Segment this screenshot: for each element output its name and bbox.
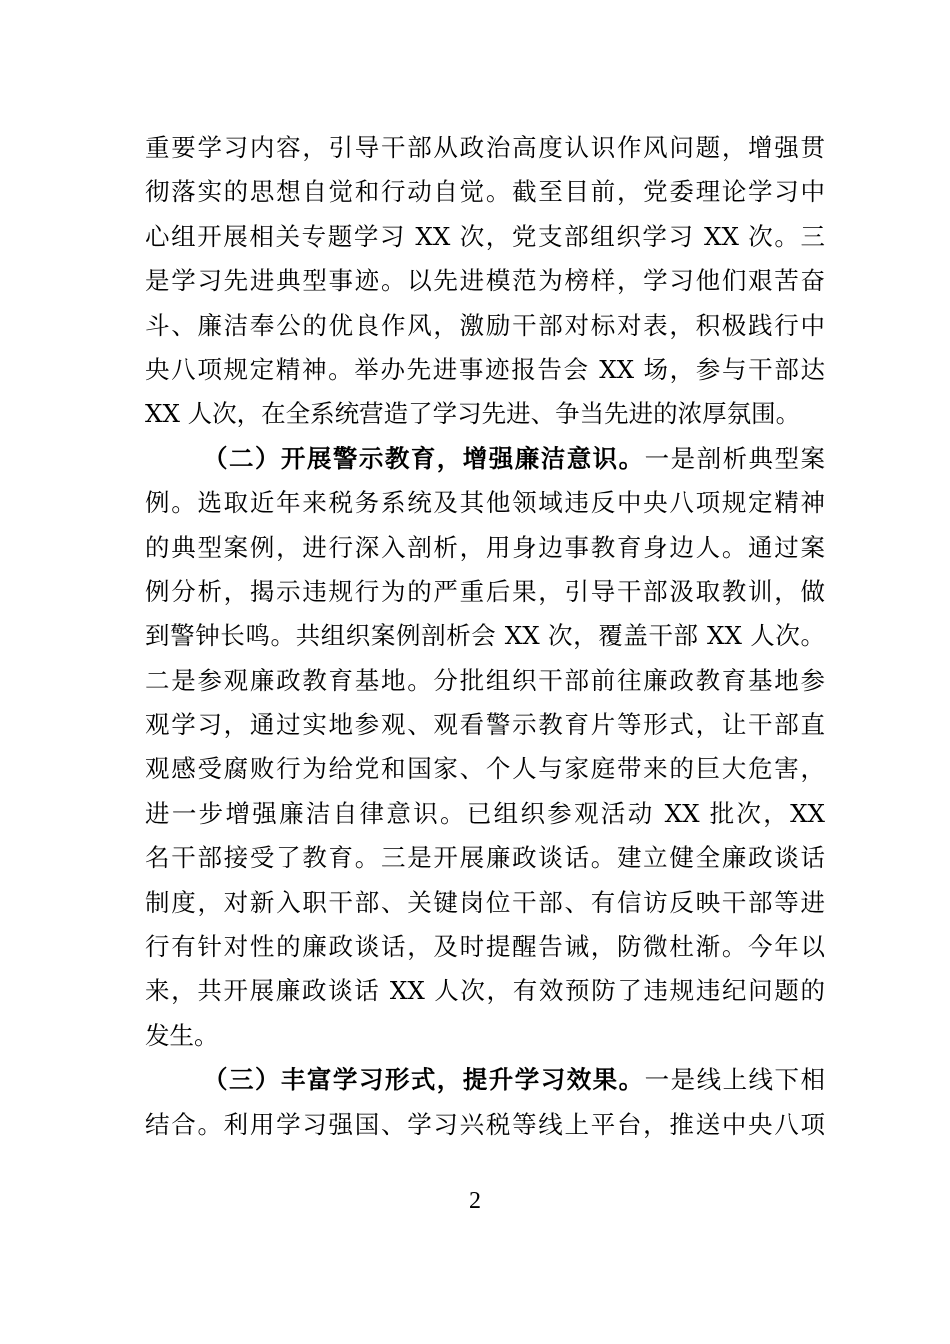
section-heading: （三）丰富学习形式，提升学习效果。 bbox=[203, 1065, 645, 1095]
section-heading: （二）开展警示教育，增强廉洁意识。 bbox=[203, 443, 645, 473]
text-span: 一是剖析典型案 bbox=[644, 443, 826, 473]
text-line: 行有针对性的廉政谈话，及时提醒告诫，防微杜渐。今年以 bbox=[145, 932, 825, 962]
text-line: 例。选取近年来税务系统及其他领域违反中央八项规定精神 bbox=[145, 488, 825, 518]
text-line: 心组开展相关专题学习 XX 次，党支部组织学习 XX 次。三 bbox=[145, 221, 825, 251]
text-line: XX 人次，在全系统营造了学习先进、争当先进的浓厚氛围。 bbox=[145, 399, 801, 429]
paragraph-study-content bbox=[145, 126, 825, 437]
text-line: 制度，对新入职干部、关键岗位干部、有信访反映干部等进 bbox=[145, 887, 825, 917]
paragraph-first-line bbox=[145, 437, 825, 481]
text-line: 到警钟长鸣。共组织案例剖析会 XX 次，覆盖干部 XX 人次。 bbox=[145, 621, 825, 651]
text-line: 观学习，通过实地参观、观看警示教育片等形式，让干部直 bbox=[145, 710, 825, 740]
text-line: 来，共开展廉政谈话 XX 人次，有效预防了违规违纪问题的 bbox=[145, 976, 825, 1006]
text-span: 一是线上线下相 bbox=[644, 1065, 826, 1095]
text-line: 发生。 bbox=[145, 1020, 219, 1050]
paragraph-first-line bbox=[145, 1058, 825, 1102]
text-line: 二是参观廉政教育基地。分批组织干部前往廉政教育基地参 bbox=[145, 665, 825, 695]
text-line: 名干部接受了教育。三是开展廉政谈话。建立健全廉政谈话 bbox=[145, 843, 825, 873]
text-line: 进一步增强廉洁自律意识。已组织参观活动 XX 批次，XX bbox=[145, 798, 825, 828]
text-line: 彻落实的思想自觉和行动自觉。截至目前，党委理论学习中 bbox=[145, 177, 825, 207]
text-line: 的典型案例，进行深入剖析，用身边事教育身边人。通过案 bbox=[145, 532, 825, 562]
paragraph-warning-education bbox=[145, 437, 825, 1058]
text-line: 是学习先进典型事迹。以先进模范为榜样，学习他们艰苦奋 bbox=[145, 266, 825, 296]
text-line: 斗、廉洁奉公的优良作风，激励干部对标对表，积极践行中 bbox=[145, 310, 825, 340]
text-line: 观感受腐败行为给党和国家、个人与家庭带来的巨大危害， bbox=[145, 754, 825, 784]
paragraph-learning-forms bbox=[145, 1058, 825, 1147]
text-line: 例分析，揭示违规行为的严重后果，引导干部汲取教训，做 bbox=[145, 576, 825, 606]
text-line: 央八项规定精神。举办先进事迹报告会 XX 场，参与干部达 bbox=[145, 354, 825, 384]
page-number: 2 bbox=[469, 1188, 481, 1214]
text-line: 重要学习内容，引导干部从政治高度认识作风问题，增强贯 bbox=[145, 133, 825, 162]
text-line: 结合。利用学习强国、学习兴税等线上平台，推送中央八项 bbox=[145, 1109, 825, 1139]
document-body bbox=[145, 126, 825, 1147]
